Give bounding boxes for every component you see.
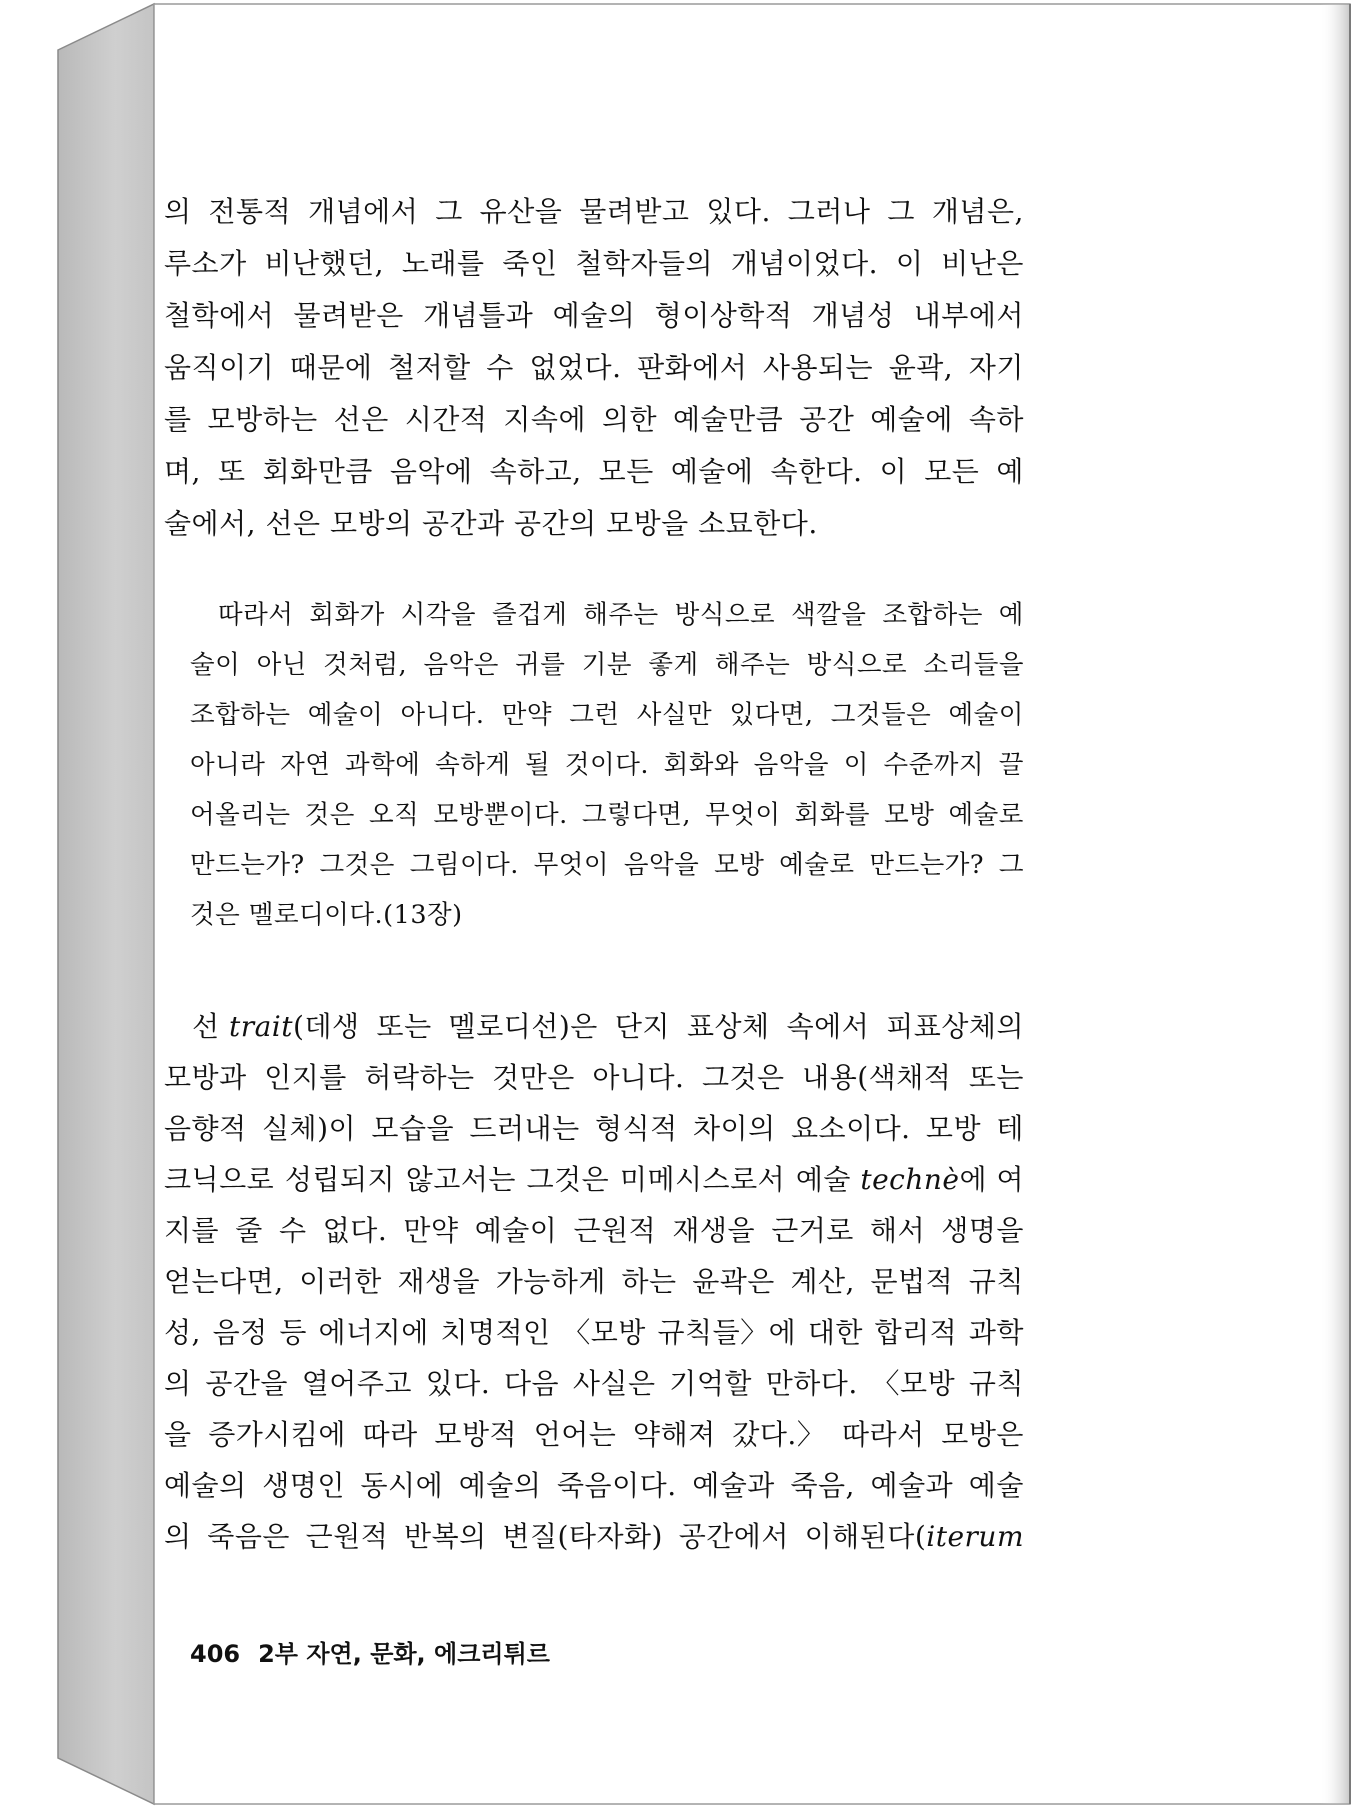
word: 속하 — [968, 403, 1024, 436]
word: 모방은 — [941, 1418, 1024, 1451]
word: 선은 — [333, 403, 389, 436]
text-line — [164, 290, 1024, 342]
word: 아니다. — [400, 700, 485, 730]
word: 음악을 — [623, 850, 700, 880]
word: 수 — [279, 1214, 307, 1247]
word: 물려받은 — [293, 299, 404, 332]
word: 예술에 — [670, 455, 754, 488]
word: 회화를 — [794, 800, 870, 830]
word: 예술과 — [692, 1469, 775, 1502]
page-number: 406 — [190, 1640, 241, 1668]
word: 요소이다. — [790, 1112, 911, 1145]
word: 차이의 — [692, 1112, 776, 1145]
text-line — [164, 1001, 1024, 1052]
text-segment: 선 — [192, 1010, 220, 1043]
word: 그렇다면, — [581, 800, 691, 830]
word: 모방 — [925, 1112, 982, 1145]
word: 동시에 — [360, 1469, 444, 1502]
word: 생명인 — [262, 1469, 345, 1502]
word: 죽인 — [502, 247, 558, 280]
word: 모방적 — [434, 1418, 518, 1451]
word: 자연 — [280, 750, 331, 780]
text-line — [164, 1052, 1024, 1103]
word: 노래를 — [401, 247, 485, 280]
word: 그것은 — [701, 1061, 785, 1094]
word: 모방하는 — [207, 403, 318, 436]
word: 예술로 — [779, 850, 855, 880]
word: 〈모방 — [871, 1367, 956, 1400]
word: 예술만큼 — [673, 403, 784, 436]
word: 해주는 — [714, 650, 791, 680]
word: 형이상학적 — [654, 299, 793, 332]
word: 계산, — [790, 1265, 855, 1298]
word: 비난했던, — [264, 247, 385, 280]
word: 아닌 — [256, 650, 307, 680]
word: 그것은 — [319, 850, 395, 880]
word: 술이 — [190, 650, 241, 680]
word: 그것들은 — [830, 700, 932, 730]
word: 예술이 — [474, 1214, 558, 1247]
word: 속한다. — [770, 455, 863, 488]
word: 근원적 — [573, 1214, 657, 1247]
word: 것이다. — [564, 750, 649, 780]
text-line — [164, 186, 1024, 238]
word: 그림이다. — [409, 850, 519, 880]
word: 을 — [164, 1418, 192, 1451]
word: 방식으로 — [806, 650, 908, 680]
word: 개념틀과 — [423, 299, 534, 332]
word: 예 — [996, 455, 1024, 488]
word: 그런 — [569, 700, 620, 730]
word: 실체)이 — [262, 1112, 357, 1145]
word: 갔다.〉 — [732, 1418, 826, 1451]
page-footer — [190, 1634, 550, 1669]
page-edge-shadow — [1320, 4, 1350, 1804]
paragraph-1 — [164, 186, 1024, 550]
text-line — [164, 446, 1024, 498]
word: 좋게 — [648, 650, 699, 680]
word: 철저할 — [388, 351, 471, 384]
text-segment: (데생 또는 멜로디선)은 단지 표상체 속에서 피표상체의 — [293, 1010, 1024, 1043]
text-line — [164, 1460, 1024, 1511]
running-head: 2부 자연, 문화, 에크리튀르 — [258, 1640, 550, 1668]
word: 언어는 — [533, 1418, 617, 1451]
word: 죽음, — [790, 1469, 855, 1502]
word: 속하게 — [435, 750, 511, 780]
word: 소리들을 — [923, 650, 1024, 680]
word: 움직이기 — [164, 351, 275, 384]
word: 예술의 — [164, 1469, 247, 1502]
word: 음악에 — [389, 455, 473, 488]
word: 따라 — [362, 1418, 418, 1451]
word: 모습을 — [371, 1112, 455, 1145]
word: 예술에 — [870, 403, 953, 436]
word: 오직 — [369, 800, 420, 830]
word: 만드는가? — [869, 850, 985, 880]
word: 모방과 — [164, 1061, 247, 1094]
word: 형식적 — [594, 1112, 678, 1145]
word: 자기 — [968, 351, 1024, 384]
word: 공간 — [799, 403, 855, 436]
word: 근거로 — [771, 1214, 854, 1247]
word: 이 — [843, 750, 869, 780]
word: 약해져 — [633, 1418, 716, 1451]
word: 윤곽은 — [692, 1265, 775, 1298]
word: 공간을 — [205, 1367, 288, 1400]
word: 음악은 — [423, 650, 499, 680]
word: 기분 — [581, 650, 633, 680]
word: 사실은 — [572, 1367, 656, 1400]
word: 내용(색채적 — [802, 1061, 952, 1094]
word: 테 — [996, 1112, 1024, 1145]
word: 시각을 — [400, 600, 477, 630]
word: 의한 — [601, 403, 658, 436]
word: 것은 — [304, 800, 355, 830]
word: 재생을 — [397, 1265, 481, 1298]
word: 음향적 — [164, 1112, 247, 1145]
word: 지를 — [164, 1214, 220, 1247]
word: 죽음이다. — [557, 1469, 677, 1502]
text-line — [164, 342, 1024, 394]
word: 지속에 — [503, 403, 586, 436]
italic-term: trait — [228, 1010, 294, 1043]
word: 만약 — [403, 1214, 459, 1247]
word: 있다. — [425, 1367, 491, 1400]
word: 회화가 — [309, 600, 385, 630]
word: 인지를 — [264, 1061, 347, 1094]
word: 과학에 — [345, 750, 421, 780]
word: 의 — [164, 195, 192, 228]
word: 시간적 — [404, 403, 488, 436]
word: 속하고, — [489, 455, 582, 488]
word: 드러내는 — [469, 1112, 580, 1145]
word: 될 — [525, 750, 551, 780]
word: 또 — [218, 455, 246, 488]
word: 가능하게 — [495, 1265, 606, 1298]
word: 있다면, — [729, 700, 814, 730]
word: 만약 — [501, 700, 552, 730]
word: 그러나 — [787, 195, 871, 228]
word: 의 — [164, 1367, 192, 1400]
word: 끌 — [998, 750, 1024, 780]
word: 허락하는 — [364, 1061, 475, 1094]
word: 를 — [164, 403, 192, 436]
word: 수준까지 — [883, 750, 985, 780]
word: 이 — [895, 247, 924, 280]
paragraph-2 — [164, 1001, 1024, 1562]
quote-line — [190, 790, 1024, 840]
text-line — [164, 1511, 1024, 1562]
word: 철학에서 — [164, 299, 275, 332]
text-line — [164, 1103, 1024, 1154]
word: 전통적 — [208, 195, 292, 228]
word: 것처럼, — [323, 650, 408, 680]
word: 성, — [164, 1316, 201, 1349]
word: 음정 — [212, 1316, 268, 1349]
word: 회화와 — [663, 750, 739, 780]
word: 예술이 — [948, 700, 1024, 730]
word: 있다. — [706, 195, 771, 228]
book-spine — [58, 4, 154, 1804]
word: 치명적인 — [440, 1316, 551, 1349]
word: 증가시킴에 — [208, 1418, 346, 1451]
text-segment: 에 여 — [959, 1163, 1024, 1196]
word: 따라서 — [841, 1418, 925, 1451]
quote-line — [190, 640, 1024, 690]
text-segment: 의 죽음은 근원적 반복의 변질(타자화) 공간에서 이해된다( — [164, 1520, 927, 1553]
word: 아니라 — [190, 750, 266, 780]
word: 모방 — [714, 850, 765, 880]
word: 그 — [435, 195, 463, 228]
word: 규칙 — [968, 1265, 1024, 1298]
word: 조합하는 — [882, 600, 983, 630]
word: 개념성 — [811, 299, 895, 332]
word: 다음 — [503, 1367, 560, 1400]
word: 해주는 — [583, 600, 659, 630]
word: 방식으로 — [674, 600, 776, 630]
word: 예술 — [968, 1469, 1024, 1502]
word: 등 — [279, 1316, 307, 1349]
word: 윤곽, — [888, 351, 954, 384]
text-segment: 크닉으로 성립되지 않고서는 그것은 미메시스로서 예술 — [164, 1163, 851, 1196]
text-line — [164, 1154, 1024, 1205]
word: 수 — [486, 351, 514, 384]
text-line — [164, 394, 1024, 446]
word: 판화에서 — [637, 351, 748, 384]
word: 없다. — [322, 1214, 388, 1247]
word: 대한 — [807, 1316, 863, 1349]
word: 예술로 — [948, 800, 1024, 830]
word: 만드는가? — [190, 850, 305, 880]
text-line — [164, 238, 1024, 290]
word: 모방뿐이다. — [433, 800, 568, 830]
word: 예술이 — [307, 700, 384, 730]
word: 〈모방 — [562, 1316, 646, 1349]
word: 예술의 — [552, 299, 636, 332]
text-line — [164, 1307, 1024, 1358]
word: 조합하는 — [190, 700, 291, 730]
word: 색깔을 — [791, 600, 867, 630]
word: 하는 — [621, 1265, 677, 1298]
word: 귀를 — [515, 650, 566, 680]
word: 철학자들의 — [575, 247, 714, 280]
word: 줄 — [235, 1214, 263, 1247]
word: 음악을 — [753, 750, 830, 780]
word: 얻는다면, — [164, 1265, 284, 1298]
word: 에너지에 — [318, 1316, 429, 1349]
text-line — [164, 1409, 1024, 1460]
word: 예술과 — [870, 1469, 954, 1502]
text-line: 술에서, 선은 모방의 공간과 공간의 모방을 소묘한다. — [164, 507, 818, 540]
word: 회화만큼 — [262, 455, 373, 488]
word: 과학 — [968, 1316, 1024, 1349]
word: 것만은 — [492, 1061, 575, 1094]
quote-line — [190, 740, 1024, 790]
quote-line: 것은 멜로디이다.(13장) — [190, 900, 463, 930]
word: 또는 — [968, 1061, 1024, 1094]
word: 개념은, — [931, 195, 1024, 228]
word: 재생을 — [672, 1214, 756, 1247]
quote-line — [190, 840, 1024, 890]
word: 즐겁게 — [491, 600, 568, 630]
word: 물려받고 — [579, 195, 690, 228]
word: 비난은 — [941, 247, 1024, 280]
word: 이 — [879, 455, 908, 488]
word: 규칙들〉에 — [657, 1316, 797, 1349]
word: 그 — [887, 195, 915, 228]
word: 사용되는 — [762, 351, 874, 384]
word: 유산을 — [479, 195, 563, 228]
text-line — [164, 1358, 1024, 1409]
word: 내부에서 — [913, 299, 1024, 332]
word: 모든 — [924, 455, 980, 488]
word: 합리적 — [874, 1316, 958, 1349]
word: 이러한 — [299, 1265, 382, 1298]
word: 예 — [998, 600, 1024, 630]
word: 문법적 — [870, 1265, 954, 1298]
word: 개념이었다. — [730, 247, 879, 280]
word: 규칙 — [968, 1367, 1024, 1400]
quote-line — [190, 690, 1024, 740]
word: 무엇이 — [533, 850, 610, 880]
word: 사실만 — [636, 700, 713, 730]
text-line — [164, 1256, 1024, 1307]
word: 어올리는 — [190, 800, 291, 830]
word: 만하다. — [765, 1367, 858, 1400]
word: 해서 — [870, 1214, 926, 1247]
word: 무엇이 — [705, 800, 781, 830]
block-quote — [190, 590, 1024, 940]
italic-term: iterum — [926, 1520, 1024, 1553]
word: 없었다. — [529, 351, 622, 384]
word: 그 — [998, 850, 1024, 880]
word: 개념에서 — [308, 195, 419, 228]
word: 기억할 — [669, 1367, 752, 1400]
word: 모방 — [884, 800, 935, 830]
word: 때문에 — [289, 351, 373, 384]
quote-line — [190, 590, 1024, 640]
word: 열어주고 — [301, 1367, 412, 1400]
italic-term: technè — [860, 1163, 960, 1196]
word: 따라서 — [218, 600, 294, 630]
word: 예술의 — [458, 1469, 542, 1502]
word: 며, — [164, 455, 201, 488]
word: 모든 — [598, 455, 654, 488]
word: 아니다. — [592, 1061, 685, 1094]
text-line — [164, 1205, 1024, 1256]
word: 생명을 — [941, 1214, 1024, 1247]
word: 루소가 — [164, 247, 247, 280]
